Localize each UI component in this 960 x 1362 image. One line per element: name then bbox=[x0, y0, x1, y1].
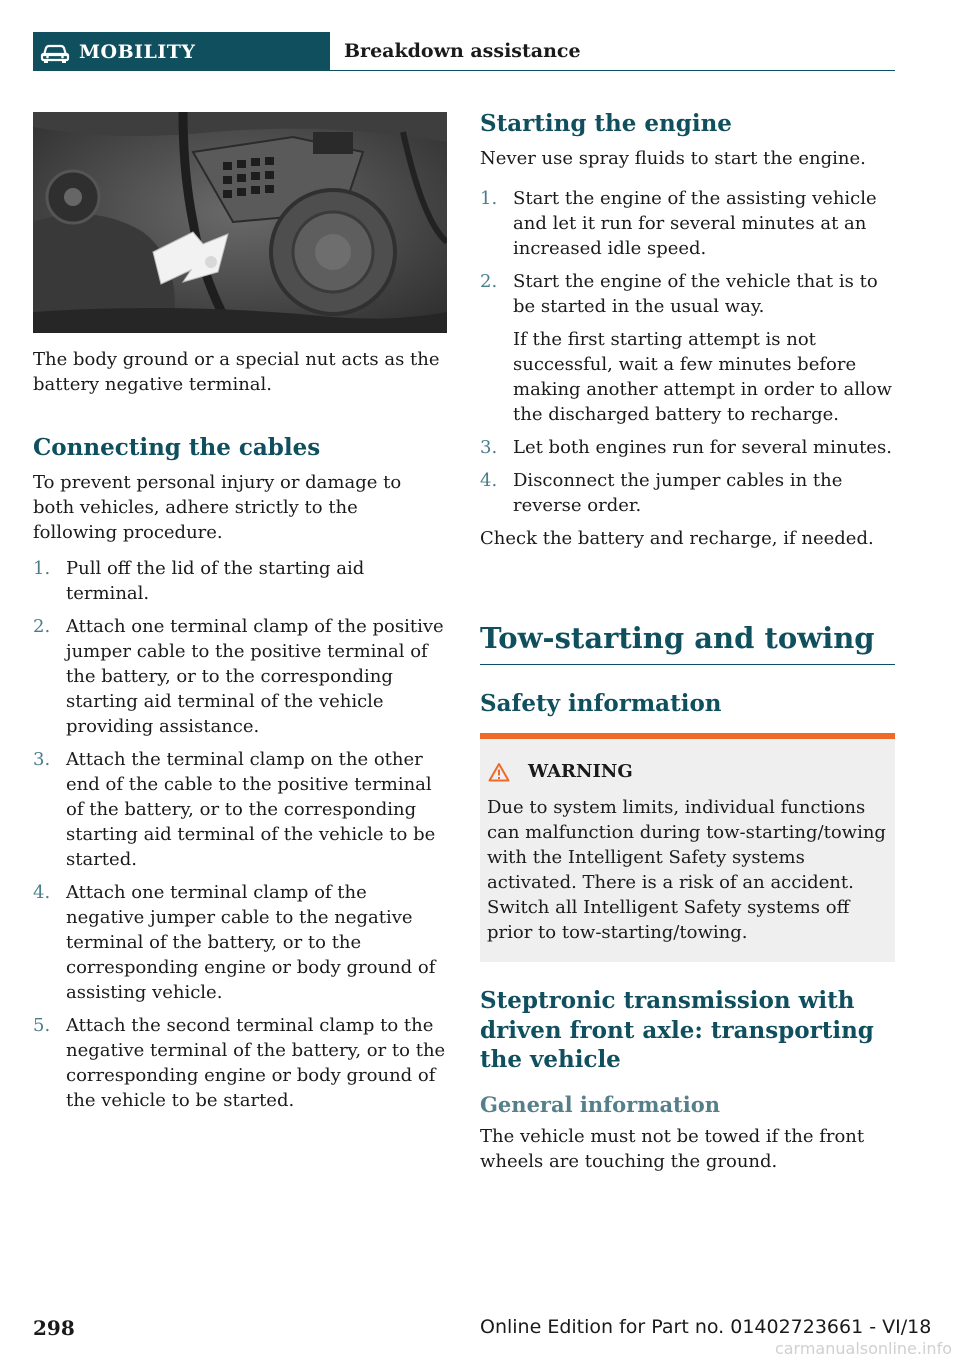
list-item bbox=[33, 556, 447, 606]
step-2-note: If the first starting attempt is not successful, wait a few minutes before making another attempt in order to allow the discharged battery to recharge. bbox=[513, 329, 892, 425]
starting-engine-outro: Check the battery and recharge, if needed. bbox=[480, 528, 874, 549]
connecting-cables-heading: Connecting the cables bbox=[33, 434, 321, 461]
step-number: 5. bbox=[33, 1015, 51, 1036]
safety-information-heading: Safety information bbox=[480, 690, 722, 717]
warning-text: Due to system limits, individual functions can malfunction during tow-starting/towing with the Intelligent Safety systems activated. There is a risk of an accident. Switch all Intelligent Safety systems off prior to tow-starting/towing. bbox=[487, 797, 886, 943]
list-item bbox=[480, 186, 895, 261]
steptronic-heading: Steptronic transmission with driven front axle: transporting the vehicle bbox=[480, 987, 874, 1073]
step-text: Start the engine of the assisting vehicle and let it run for several minutes at an increased idle speed. bbox=[513, 188, 877, 259]
step-text: Attach one terminal clamp of the positive jumper cable to the positive terminal of the battery, or to the corresponding starting aid terminal of the vehicle providing assistance. bbox=[66, 616, 444, 737]
step-number: 2. bbox=[480, 271, 498, 292]
step-text: Disconnect the jumper cables in the reverse order. bbox=[513, 470, 843, 516]
step-number: 1. bbox=[480, 188, 498, 209]
list-item bbox=[33, 880, 447, 1005]
car-icon bbox=[39, 40, 71, 64]
general-information-text: The vehicle must not be towed if the front wheels are touching the ground. bbox=[480, 1125, 865, 1172]
starting-engine-heading: Starting the engine bbox=[480, 110, 732, 137]
header-title: Breakdown assistance bbox=[344, 40, 581, 62]
general-information-heading: General information bbox=[480, 1091, 721, 1117]
starting-engine-intro: Never use spray fluids to start the engine. bbox=[480, 148, 866, 169]
step-number: 3. bbox=[480, 437, 498, 458]
header-section-tab bbox=[33, 32, 330, 71]
step-text: Attach one terminal clamp of the negative jumper cable to the negative terminal of the battery, or to the corresponding engine or body ground of assisting vehicle. bbox=[66, 882, 436, 1003]
list-item bbox=[480, 269, 895, 319]
list-item bbox=[33, 747, 447, 872]
battery-ground-photo bbox=[33, 112, 447, 333]
step-number: 2. bbox=[33, 616, 51, 637]
header-title-bar bbox=[330, 32, 895, 71]
starting-steps-list-continued bbox=[480, 435, 895, 518]
step-text: Let both engines run for several minutes. bbox=[513, 437, 892, 458]
step-number: 4. bbox=[33, 882, 51, 903]
footer-edition: Online Edition for Part no. 01402723661 - VI/18 bbox=[480, 1316, 932, 1338]
step-text: Pull off the lid of the starting aid terminal. bbox=[66, 558, 365, 604]
warning-triangle-icon bbox=[488, 762, 510, 782]
connecting-steps-list bbox=[33, 556, 447, 1113]
header-section-label: MOBILITY bbox=[79, 40, 196, 63]
page-number: 298 bbox=[33, 1316, 75, 1340]
list-item bbox=[480, 468, 895, 518]
step-text: Attach the terminal clamp on the other end of the cable to the positive terminal of the battery, or to the corresponding starting aid terminal of the vehicle to be started. bbox=[66, 749, 436, 870]
step-text: Start the engine of the vehicle that is to be started in the usual way. bbox=[513, 271, 878, 317]
step-number: 3. bbox=[33, 749, 51, 770]
step-number: 4. bbox=[480, 470, 498, 491]
photo-caption: The body ground or a special nut acts as the battery negative terminal. bbox=[33, 349, 440, 395]
connecting-cables-intro: To prevent personal injury or damage to both vehicles, adhere strictly to the following procedure. bbox=[33, 472, 402, 543]
tow-starting-heading: Tow-starting and towing bbox=[480, 621, 875, 655]
list-item bbox=[33, 614, 447, 739]
watermark-text: carmanualsonline.info bbox=[774, 1339, 952, 1358]
warning-box bbox=[480, 733, 895, 962]
step-text: Attach the second terminal clamp to the negative terminal of the battery, or to the corresponding engine or body ground of the vehicle to be started. bbox=[66, 1015, 446, 1111]
starting-steps-list bbox=[480, 186, 895, 319]
list-item bbox=[480, 435, 895, 460]
list-item bbox=[33, 1013, 447, 1113]
warning-label: WARNING bbox=[528, 761, 633, 782]
step-number: 1. bbox=[33, 558, 51, 579]
